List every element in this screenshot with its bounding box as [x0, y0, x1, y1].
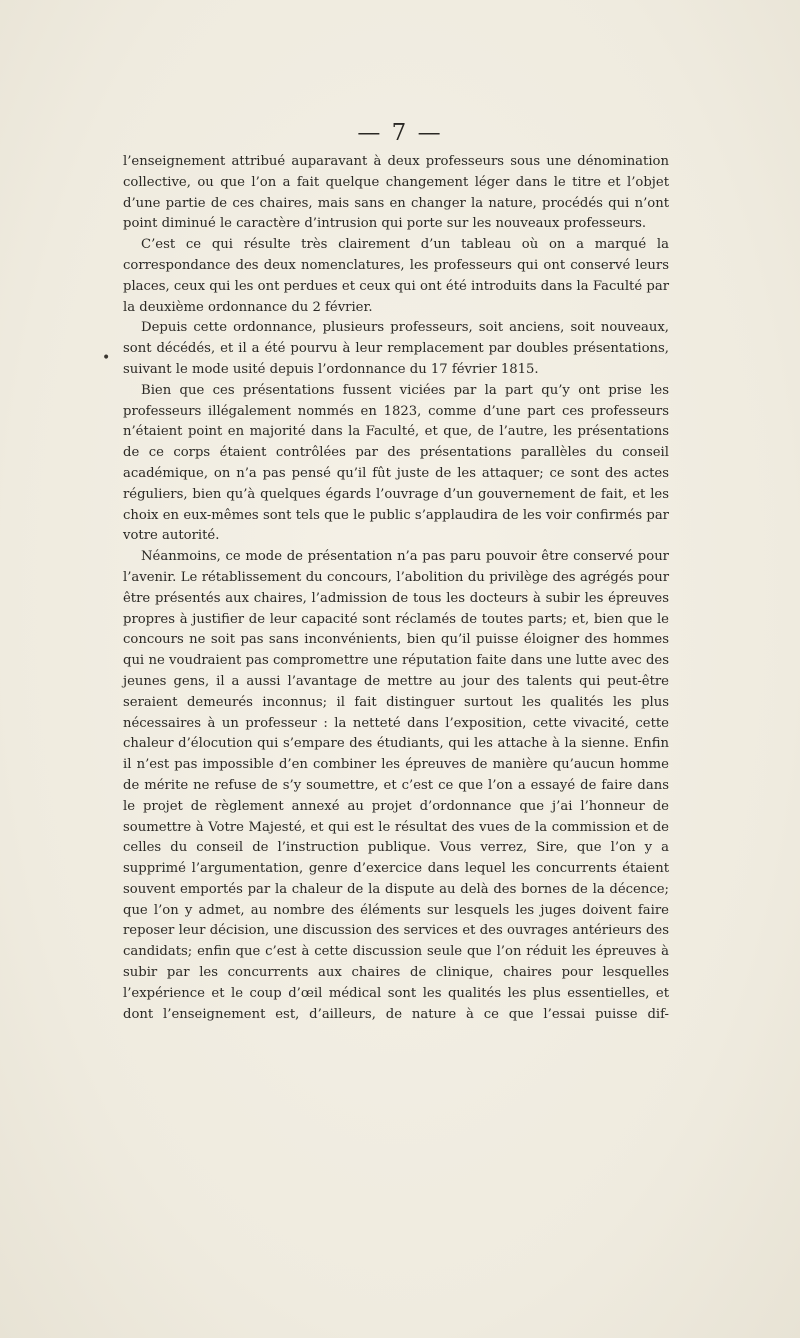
- paragraph-4: Bien que ces présentations fussent viciées par la part qu’y ont prise les professeurs illégalement nommés en 1823, comme d’une part ces professeurs n’étaient point en majorité dans la Faculté, et que, de l’autre, les présentations de ce corps étaient contrôlées par des présentations parallèles du conseil académique, on n’a pas pensé qu’il fût juste de les attaquer; ce sont des actes réguliers, bien qu’à quelques égards l’ouvrage d’un gouvernement de fait, et les choix en eux-mêmes sont tels que le public s’applaudira de les voir confirmés par votre autorité.: [123, 382, 669, 544]
- paragraph-3: Depuis cette ordonnance, plusieurs professeurs, soit anciens, soit nouveaux, sont décédés, et il a été pourvu à leur remplacement par doubles présentations, suivant le mode usité depuis l’ordonnance du 17 février 1815.: [123, 320, 669, 377]
- paragraph-1: l’enseignement attribué auparavant à deux professeurs sous une dénomination collective, ou que l’on a fait quelque changement léger dans le titre et l’objet d’une partie de ces chaires, mais sans en changer la nature, procédés qui n’ont point diminué le caractère d’intrusion qui porte sur les nouveaux professeurs.: [123, 154, 669, 232]
- marginal-bullet-mark: •: [102, 350, 111, 366]
- paragraph-2: C’est ce qui résulte très clairement d’un tableau où on a marqué la correspondance des deux nomenclatures, les professeurs qui ont conservé leurs places, ceux qui les ont perdues et ceux qui ont été introduits dans la Faculté par la deuxième ordonnance du 2 février.: [123, 237, 669, 315]
- body-text: [123, 152, 669, 1025]
- page-number: — 7 —: [357, 120, 443, 146]
- paragraph-5: Néanmoins, ce mode de présentation n’a pas paru pouvoir être conservé pour l’avenir. Le rétablissement du concours, l’abolition du privilège des agrégés pour être présentés aux chaires, l’admission de tous les docteurs à subir les épreuves propres à justifier de leur capacité sont réclamés de toutes parts; et, bien que le concours ne soit pas sans inconvénients, bien qu’il puisse éloigner des hommes qui ne voudraient pas compromettre une réputation faite dans une lutte avec des jeunes gens, il a aussi l’avantage de mettre au jour des talents qui peut-être seraient demeurés inconnus; il fait distinguer surtout les qualités les plus nécessaires à un professeur : la netteté dans l’exposition, cette vivacité, cette chaleur d’élocution qui s’empare des étudiants, qui les attache à la sienne. Enfin il n’est pas impossible d’en combiner les épreuves de manière qu’aucun homme de mérite ne refuse de s’y soumettre, et c’est ce que l’on a essayé de faire dans le projet de règlement annexé au projet d’ordonnance que j’ai l’honneur de soumettre à Votre Majesté, et qui est le résultat des vues de la commission et de celles du conseil de l’instruction publique. Vous verrez, Sire, que l’on y a supprimé l’argumentation, genre d’exercice dans lequel les concurrents étaient souvent emportés par la chaleur de la dispute au delà des bornes de la décence; que l’on y admet, au nombre des éléments sur lesquels les juges doivent faire reposer leur décision, une discussion des services et des ouvrages antérieurs des candidats; enfin que c’est à cette discussion seule que l’on réduit les épreuves à subir par les concurrents aux chaires de clinique, chaires pour lesquelles l’expérience et le coup d’œil médical sont les qualités les plus essentielles, et dont l’enseignement est, d’ailleurs, de nature à ce que l’essai puisse dif-: [123, 549, 669, 1022]
